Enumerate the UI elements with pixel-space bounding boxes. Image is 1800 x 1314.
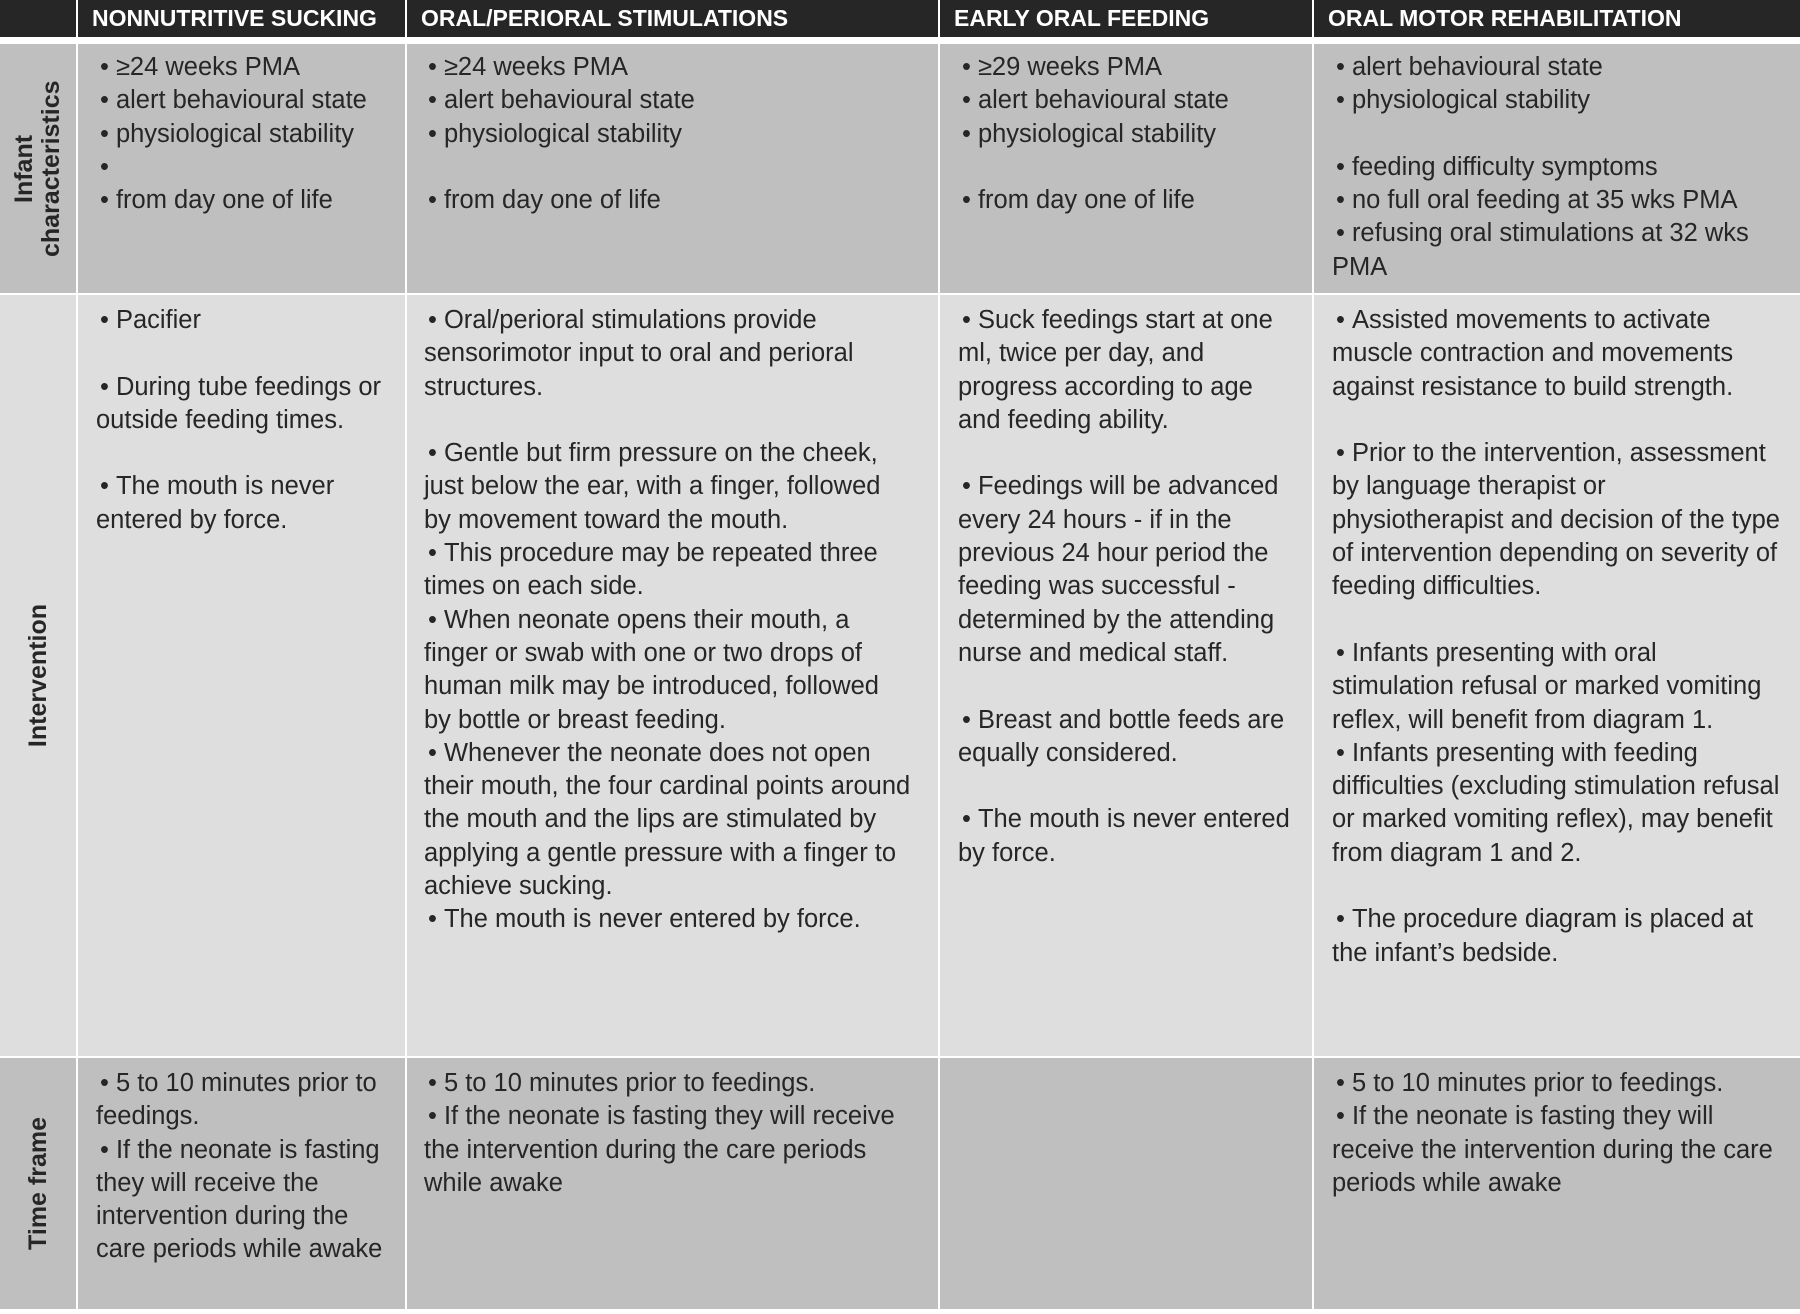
- item-text: from day one of life: [443, 186, 661, 215]
- list-item: [424, 737, 911, 903]
- row-label-intervention: [0, 295, 76, 1056]
- bullet-marker: •: [1336, 86, 1345, 115]
- list-item: [1332, 1100, 1782, 1200]
- item-text: If the neonate is fasting they will receive the intervention during the care periods while awake: [96, 1135, 383, 1264]
- list-item: [96, 470, 391, 537]
- bullet-marker: •: [1336, 219, 1345, 248]
- bullet-marker: •: [100, 86, 109, 115]
- list-item: [1332, 184, 1782, 217]
- item-text: The mouth is never entered by force.: [96, 472, 335, 534]
- list-item: [1332, 151, 1782, 184]
- item-text: ≥24 weeks PMA: [115, 53, 301, 81]
- bullet-marker: •: [100, 119, 109, 148]
- bullet-marker: •: [428, 539, 437, 568]
- item-text: Feedings will be advanced every 24 hours - if in the previous 24 hour period the feeding was successful - determined by the attending nurse and medical staff.: [958, 472, 1279, 667]
- list-item: [958, 51, 1300, 84]
- cell-time-frame-oral-motor-rehabilitation: [1314, 1058, 1800, 1309]
- bullet-marker: •: [1336, 53, 1345, 81]
- list-item: [1332, 51, 1782, 84]
- bullet-marker: •: [428, 306, 437, 334]
- item-text: physiological stability: [443, 119, 683, 148]
- item-text: Whenever the neonate does not open their mouth, the four cardinal points around the mouth and the lips are stimulated by applying a gentle pressure with a finger to achieve sucking.: [424, 738, 911, 901]
- list-item: [1332, 304, 1782, 404]
- cell-time-frame-oral-perioral-stimulations: [407, 1058, 938, 1309]
- bullet-marker: •: [428, 119, 437, 148]
- list-item: [1332, 737, 1782, 870]
- item-text: Suck feedings start at one ml, twice per day, and progress according to age and feeding ability.: [958, 306, 1273, 434]
- item-text: This procedure may be repeated three times on each side.: [424, 539, 878, 601]
- header-nonnutritive-sucking: NONNUTRITIVE SUCKING: [78, 0, 405, 37]
- item-text: Breast and bottle feeds are equally considered.: [958, 705, 1285, 767]
- cell-time-frame-nonnutritive-sucking: [78, 1058, 405, 1309]
- cell-intervention-oral-perioral-stimulations: [407, 295, 938, 1056]
- list-item: [96, 51, 391, 84]
- bullet-marker: •: [1336, 186, 1345, 215]
- cell-infant-characteristics-oral-perioral-stimulations: [407, 44, 938, 293]
- bullet-marker: •: [1336, 152, 1345, 181]
- list-item: [96, 184, 391, 217]
- list-item: [424, 304, 911, 404]
- bullet-marker: •: [1336, 905, 1345, 934]
- list-item: [424, 84, 911, 117]
- list-item: [958, 118, 1300, 151]
- bullet-marker: •: [100, 472, 109, 501]
- list-item: [424, 118, 911, 151]
- item-text: alert behavioural state: [977, 86, 1229, 115]
- bullet-marker: •: [100, 186, 109, 215]
- bullet-marker: •: [428, 53, 437, 81]
- item-text: refusing oral stimulations at 32 wks PMA: [1332, 219, 1749, 281]
- list-item: [1332, 1067, 1782, 1100]
- item-text: 5 to 10 minutes prior to feedings.: [96, 1069, 377, 1131]
- row-label-text: Time frame: [23, 1117, 52, 1250]
- list-item: [424, 903, 911, 936]
- row-label-time-frame: [0, 1058, 76, 1309]
- bullet-marker: •: [428, 738, 437, 767]
- bullet-marker: •: [962, 186, 971, 215]
- bullet-marker: •: [428, 439, 437, 468]
- list-item: [1332, 903, 1782, 970]
- item-text: During tube feedings or outside feeding times.: [96, 372, 382, 434]
- bullet-marker: •: [100, 152, 109, 181]
- header-early-oral-feeding: EARLY ORAL FEEDING: [940, 0, 1312, 37]
- item-text: 5 to 10 minutes prior to feedings.: [443, 1069, 816, 1097]
- list-item: [958, 803, 1300, 870]
- bullet-marker: •: [962, 306, 971, 334]
- cell-intervention-nonnutritive-sucking: [78, 295, 405, 1056]
- item-text: Assisted movements to activate muscle contraction and movements against resistance to build strength.: [1332, 306, 1734, 401]
- item-text: no full oral feeding at 35 wks PMA: [1351, 186, 1738, 215]
- bullet-marker: •: [100, 1135, 109, 1164]
- cell-infant-characteristics-early-oral-feeding: [940, 44, 1312, 293]
- item-text: physiological stability: [1351, 86, 1591, 115]
- bullet-marker: •: [962, 805, 971, 834]
- item-text: feeding difficulty symptoms: [1351, 152, 1658, 181]
- cell-infant-characteristics-nonnutritive-sucking: [78, 44, 405, 293]
- row-label-infant-characteristics: [0, 44, 76, 293]
- list-item: [424, 437, 911, 537]
- item-text: Infants presenting with feeding difficulties (excluding stimulation refusal or marked vomiting reflex), may benefit from diagram 1 and 2.: [1332, 738, 1780, 867]
- item-text: physiological stability: [977, 119, 1217, 148]
- list-item: [96, 304, 391, 337]
- bullet-marker: •: [100, 53, 109, 81]
- header-oral-motor-rehabilitation: ORAL MOTOR REHABILITATION: [1314, 0, 1800, 37]
- item-text: from day one of life: [977, 186, 1195, 215]
- bullet-marker: •: [428, 86, 437, 115]
- item-text: The mouth is never entered by force.: [958, 805, 1290, 867]
- bullet-marker: •: [962, 119, 971, 148]
- list-item: [958, 470, 1300, 670]
- list-item: [1332, 437, 1782, 603]
- bullet-marker: •: [100, 306, 109, 334]
- bullet-marker: •: [962, 472, 971, 501]
- item-text: 5 to 10 minutes prior to feedings.: [1351, 1069, 1724, 1097]
- item-text: When neonate opens their mouth, a finger or swab with one or two drops of human milk may be introduced, followed by bottle or breast feeding.: [424, 605, 879, 734]
- list-item: [958, 304, 1300, 437]
- bullet-marker: •: [1336, 638, 1345, 667]
- item-text: ≥29 weeks PMA: [977, 53, 1163, 81]
- list-item: [96, 1067, 391, 1134]
- item-text: If the neonate is fasting they will receive the intervention during the care periods while awake: [1332, 1102, 1773, 1197]
- bullet-marker: •: [428, 1069, 437, 1097]
- list-item: [424, 537, 911, 604]
- item-text: Prior to the intervention, assessment by language therapist or physiotherapist and decision of the type of intervention depending on severity of feeding difficulties.: [1332, 439, 1780, 601]
- bullet-marker: •: [962, 705, 971, 734]
- item-text: from day one of life: [115, 186, 333, 215]
- header-corner: [0, 0, 76, 37]
- item-text: Pacifier: [115, 306, 201, 334]
- list-item: [424, 1067, 911, 1100]
- list-item: [424, 1100, 911, 1200]
- bullet-marker: •: [1336, 1069, 1345, 1097]
- row-label-text: Infant characteristics: [10, 80, 65, 257]
- bullet-marker: •: [962, 86, 971, 115]
- list-item: [958, 704, 1300, 771]
- cell-intervention-oral-motor-rehabilitation: [1314, 295, 1800, 1056]
- list-item: [424, 51, 911, 84]
- item-text: alert behavioural state: [443, 86, 695, 115]
- item-text: alert behavioural state: [115, 86, 367, 115]
- item-text: ≥24 weeks PMA: [443, 53, 629, 81]
- cell-time-frame-early-oral-feeding: [940, 1058, 1312, 1309]
- list-item-empty: [96, 151, 391, 184]
- list-item: [1332, 84, 1782, 117]
- header-oral-perioral-stimulations: ORAL/PERIORAL STIMULATIONS: [407, 0, 938, 37]
- item-text: Oral/perioral stimulations provide sensorimotor input to oral and perioral structures.: [424, 306, 854, 401]
- bullet-marker: •: [100, 1069, 109, 1097]
- bullet-marker: •: [962, 53, 971, 81]
- list-item: [1332, 217, 1782, 284]
- item-text: alert behavioural state: [1351, 53, 1603, 81]
- bullet-marker: •: [1336, 1102, 1345, 1131]
- bullet-marker: •: [428, 1102, 437, 1131]
- bullet-marker: •: [1336, 439, 1345, 468]
- bullet-marker: •: [428, 605, 437, 634]
- bullet-marker: •: [1336, 306, 1345, 334]
- item-text: physiological stability: [115, 119, 355, 148]
- list-item: [96, 1134, 391, 1267]
- item-text: The mouth is never entered by force.: [443, 905, 861, 934]
- cell-infant-characteristics-oral-motor-rehabilitation: [1314, 44, 1800, 293]
- list-item: [424, 184, 911, 217]
- bullet-marker: •: [1336, 738, 1345, 767]
- item-text: Infants presenting with oral stimulation refusal or marked vomiting reflex, will benefit from diagram 1.: [1332, 638, 1762, 734]
- cell-intervention-early-oral-feeding: [940, 295, 1312, 1056]
- list-item: [424, 604, 911, 737]
- list-item: [96, 371, 391, 438]
- list-item: [1332, 637, 1782, 737]
- bullet-marker: •: [100, 372, 109, 401]
- row-label-text: Intervention: [23, 603, 52, 748]
- item-text: If the neonate is fasting they will receive the intervention during the care periods while awake: [424, 1102, 895, 1197]
- list-item: [958, 84, 1300, 117]
- list-item: [958, 184, 1300, 217]
- bullet-marker: •: [428, 905, 437, 934]
- list-item: [96, 84, 391, 117]
- item-text: The procedure diagram is placed at the infant’s bedside.: [1332, 905, 1754, 967]
- list-item: [96, 118, 391, 151]
- bullet-marker: •: [428, 186, 437, 215]
- item-text: Gentle but firm pressure on the cheek, just below the ear, with a finger, followed by movement toward the mouth.: [424, 439, 881, 534]
